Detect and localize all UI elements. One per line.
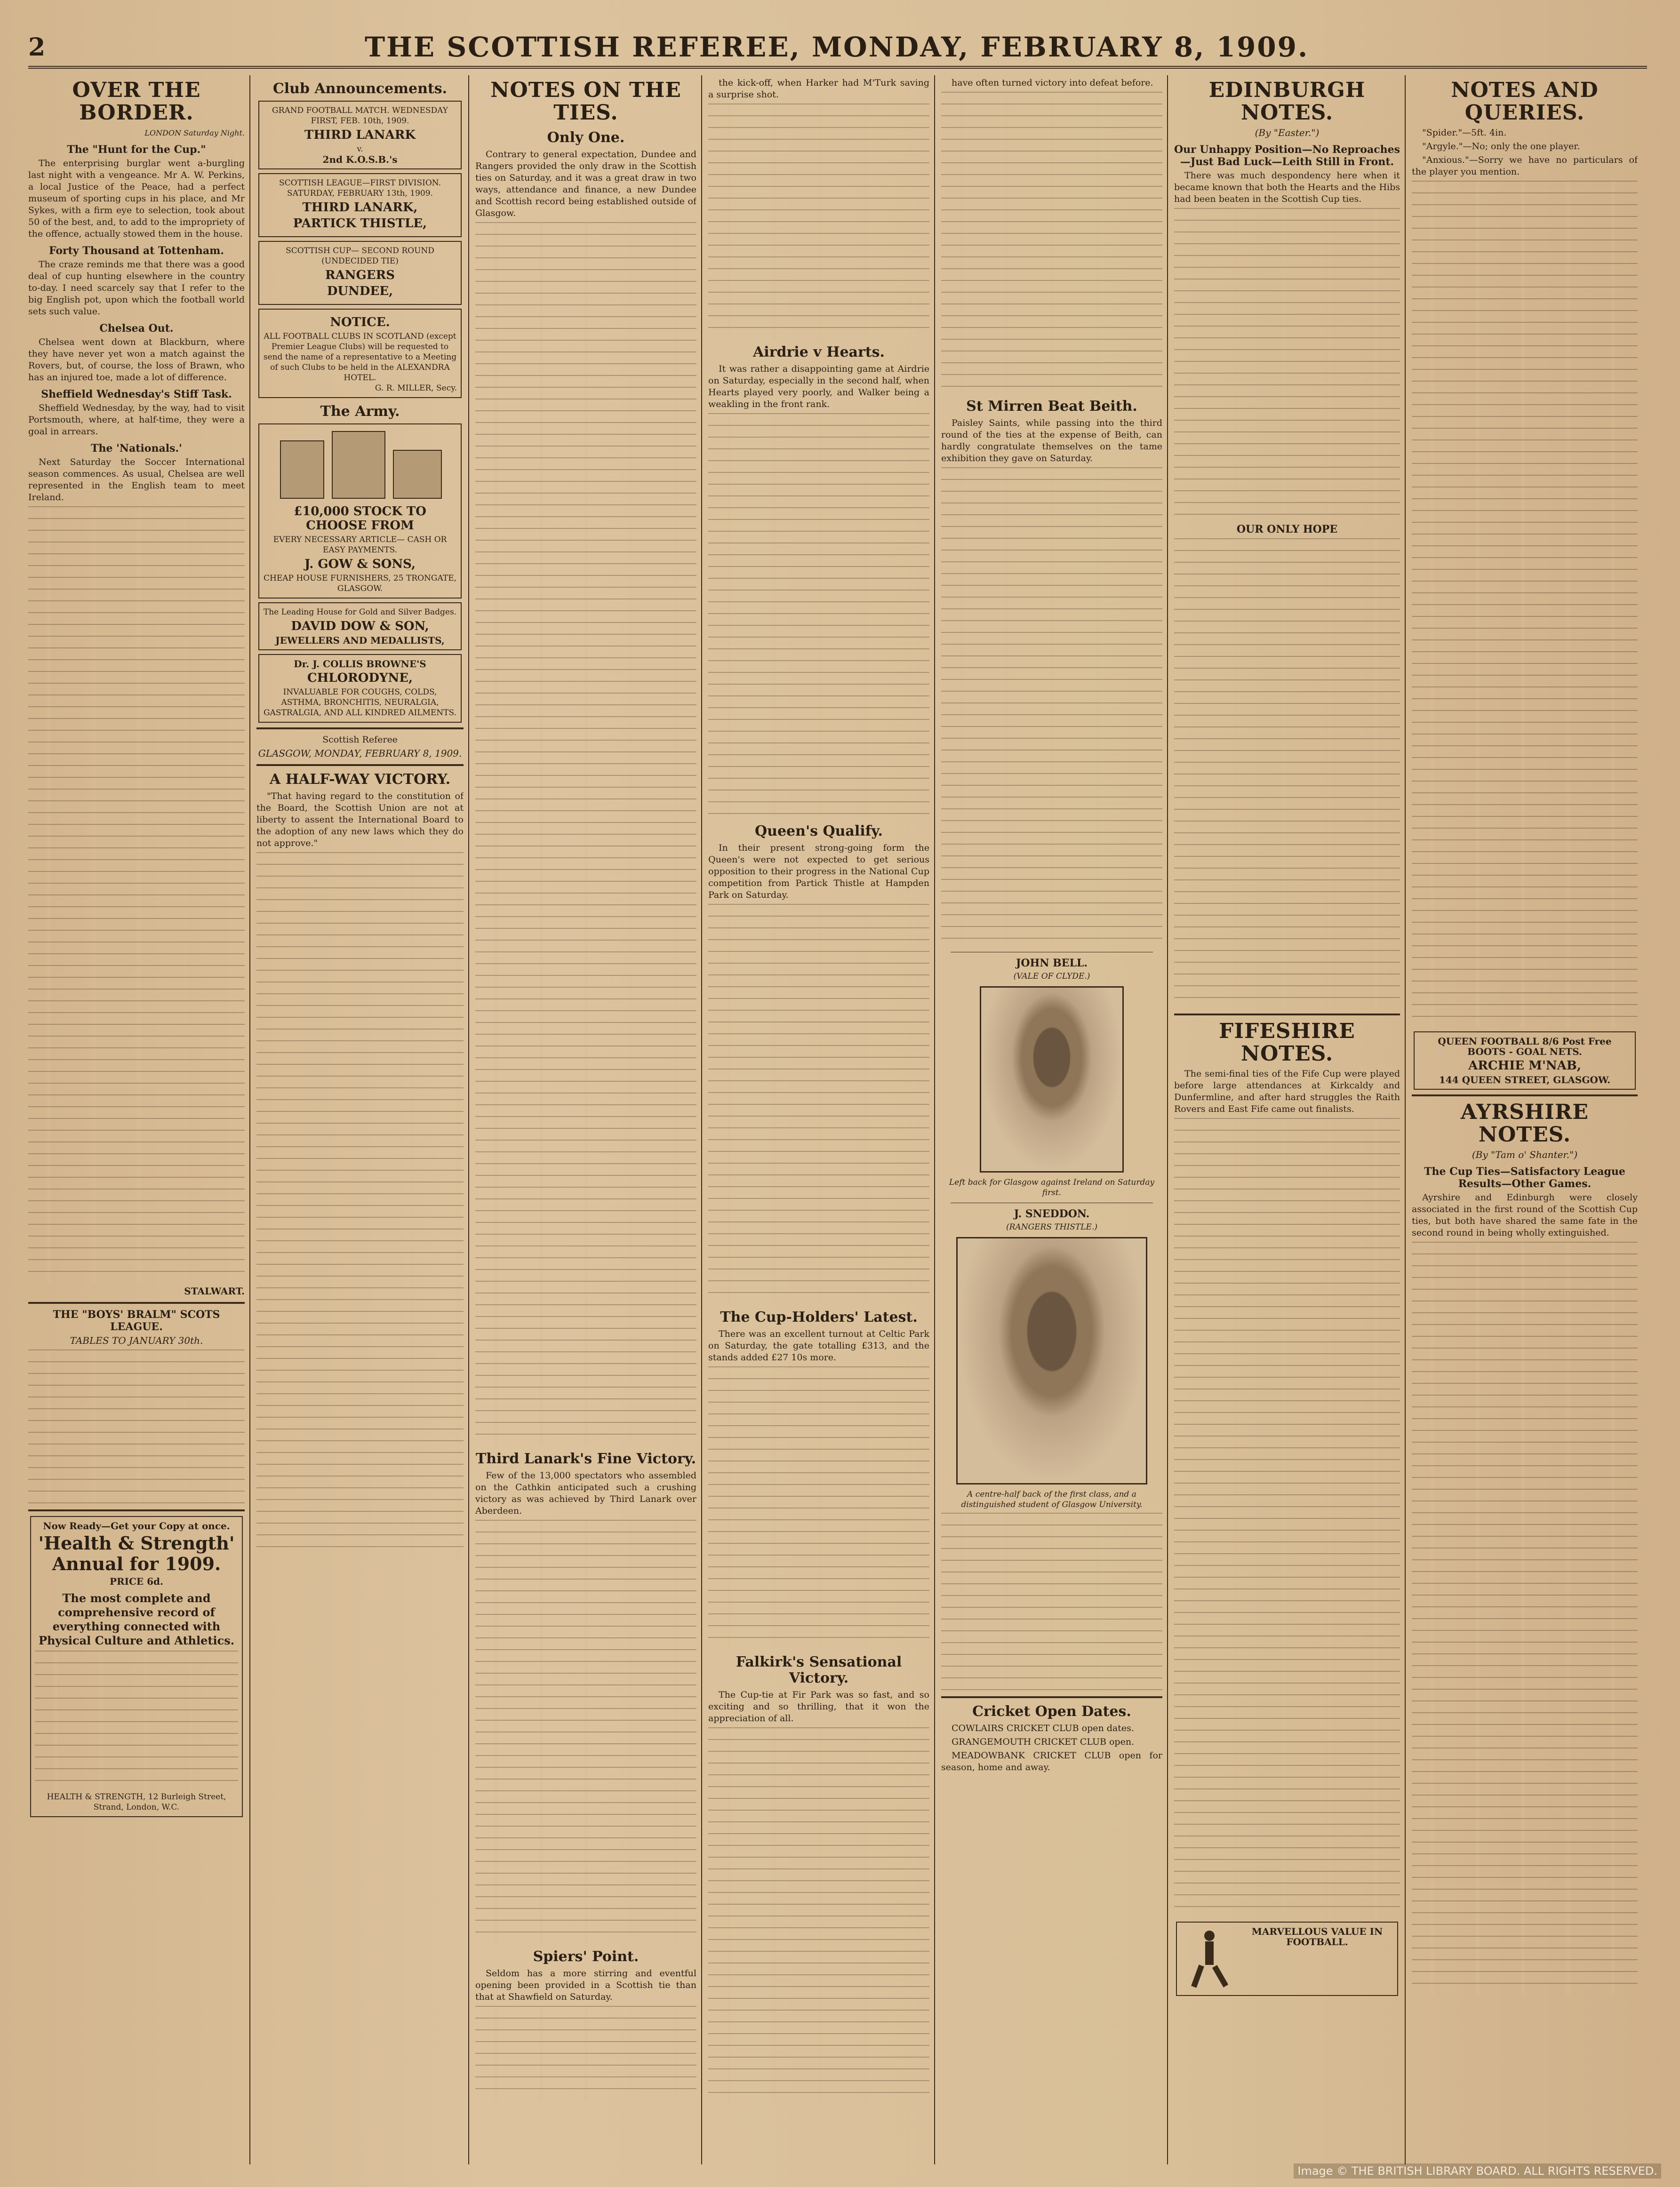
- column-ties-continued: [708, 75, 929, 2164]
- story-text: It was rather a disappointing game at Airdrie on Saturday, especially in the second half, when Hearts played very poorly, and Walker being a weakling in the front rank.: [708, 364, 929, 409]
- team-name: DUNDEE,: [327, 284, 393, 298]
- story-title: Spiers' Point.: [533, 1948, 639, 1965]
- masthead: [28, 28, 1647, 69]
- article-body-text: [256, 852, 464, 1558]
- notice-text: ALL FOOTBALL CLUBS IN SCOTLAND (except Premier League Clubs) will be requested to send the name of a representative to a Meeting of such Clubs to be held in the ALEXANDRA HOTEL.: [263, 332, 457, 383]
- section-heading: OVER THE BORDER.: [72, 78, 201, 125]
- story-text: Seldom has a more stirring and eventful opening been provided in a Scottish tie than that at Shawfield on Saturday.: [475, 1968, 696, 2002]
- team-name: 2nd K.O.S.B.'s: [322, 154, 398, 165]
- story-text: Next Saturday the Soccer International season commences. As usual, Chelsea are well represented in the English team to meet Ireland.: [28, 457, 245, 503]
- article-body-text: [941, 1513, 1162, 1692]
- ad-line: SCOTTISH CUP— SECOND ROUND (UNDECIDED TIE): [286, 246, 434, 266]
- story-text: Chelsea went down at Blackburn, where they have never yet won a match against the Rovers, but, of course, the loss of Brawn, who has an injured toe, made a lot of difference.: [28, 337, 245, 383]
- article-body-text: [941, 467, 1162, 947]
- query-answer: "Spider."—5ft. 4in.: [1422, 128, 1507, 138]
- article-body-text: [941, 92, 1162, 393]
- footballer-illustration: [1181, 1928, 1237, 1989]
- section-heading: Club Announcements.: [272, 80, 448, 97]
- ad-sub: JEWELLERS AND MEDALLISTS,: [275, 635, 445, 646]
- story-title: Forty Thousand at Tottenham.: [48, 245, 224, 257]
- team-name: RANGERS: [325, 268, 395, 282]
- leader-text: "That having regard to the constitution of the Board, the Scottish Union are not at liberty to assent the International Board to the adoption of any new laws which they do not approve.": [256, 791, 464, 848]
- chlorodyne-ad: [258, 654, 462, 723]
- ad-text: The most complete and comprehensive record of everything connected with Physical Culture and Athletics.: [38, 1591, 235, 1647]
- photo-caption: A centre-half back of the first class, and a distinguished student of Glasgow University.: [961, 1490, 1143, 1509]
- article-body-text: [1174, 1118, 1400, 1918]
- ad-line: QUEEN FOOTBALL 8/6 Post Free: [1438, 1036, 1612, 1047]
- match-ad-1: [258, 101, 462, 169]
- ad-line: BOOTS - GOAL NETS.: [1467, 1046, 1582, 1057]
- league-table-title: THE "BOYS' BRALM" SCOTS LEAGUE.: [53, 1309, 220, 1333]
- cricket-notice: GRANGEMOUTH CRICKET CLUB open.: [952, 1737, 1135, 1747]
- article-body-text: [475, 222, 696, 1445]
- story-title: The "Hunt for the Cup.": [67, 144, 206, 156]
- story-text: Sheffield Wednesday, by the way, had to visit Portsmouth, where, at half-time, they were a goal in arrears.: [28, 403, 245, 437]
- article-body-text: [1412, 181, 1638, 1028]
- notice-signature: G. R. MILLER, Secy.: [375, 383, 457, 393]
- column-st-mirren: [941, 75, 1162, 2164]
- league-table: [28, 1349, 245, 1505]
- story-text: Ayrshire and Edinburgh were closely associated in the first round of the Scottish Cup ties, but both have shared the same fate in the second round in being wholly extinguished.: [1412, 1192, 1638, 1238]
- story-title: The Cup-Holders' Latest.: [720, 1309, 918, 1325]
- column-notes-and-queries: [1412, 75, 1638, 2164]
- ad-sub: EVERY NECESSARY ARTICLE— CASH OR EASY PAYMENTS.: [273, 535, 447, 555]
- story-text: There was much despondency here when it became known that both the Hearts and the Hibs had been beaten in the Scottish Cup ties.: [1174, 170, 1400, 204]
- article-body-text: [28, 506, 245, 1283]
- story-title: St Mirren Beat Beith.: [966, 398, 1137, 415]
- story-title: Only One.: [547, 129, 625, 146]
- section-heading: The Army.: [320, 403, 400, 420]
- signature: STALWART.: [184, 1285, 245, 1297]
- ad-title: 'Health & Strength' Annual for 1909.: [38, 1532, 235, 1574]
- ad-title: Dr. J. COLLIS BROWNE'S: [294, 658, 426, 670]
- photo-club: (RANGERS THISTLE.): [1006, 1222, 1098, 1232]
- section-heading: NOTES AND QUERIES.: [1451, 78, 1599, 125]
- subhead: OUR ONLY HOPE: [1236, 523, 1338, 535]
- section-heading: NOTES ON THE TIES.: [490, 78, 681, 125]
- marvellous-ad: [1176, 1922, 1398, 1996]
- ad-line: GRAND FOOTBALL MATCH. WEDNESDAY FIRST, FEB. 10th, 1909.: [272, 106, 448, 126]
- masthead-script: Scottish Referee: [322, 734, 398, 745]
- story-text: have often turned victory into defeat before.: [952, 78, 1153, 88]
- ad-firm: J. GOW & SONS,: [304, 557, 416, 571]
- ad-title: £10,000 STOCK TO CHOOSE FROM: [294, 504, 426, 533]
- ad-line: SCOTTISH LEAGUE—FIRST DIVISION. SATURDAY, FEBRUARY 13th, 1909.: [279, 178, 441, 198]
- article-body-text: [708, 413, 929, 818]
- section-heading: AYRSHIRE NOTES.: [1461, 1100, 1589, 1147]
- cricket-notice: MEADOWBANK CRICKET CLUB open for season, home and away.: [941, 1750, 1162, 1772]
- ad-address: CHEAP HOUSE FURNISHERS, 25 TRONGATE, GLASGOW.: [263, 574, 457, 593]
- story-title: Airdrie v Hearts.: [753, 344, 885, 360]
- match-ad-2: [258, 173, 462, 237]
- story-title: Chelsea Out.: [99, 322, 174, 335]
- query-answer: "Anxious."—Sorry we have no particulars of the player you mention.: [1412, 155, 1638, 177]
- story-text: The Cup-tie at Fir Park was so fast, and so exciting and so thrilling, that it won the appreciation of all.: [708, 1690, 929, 1724]
- column-edinburgh-notes: [1174, 75, 1400, 2164]
- story-title: The 'Nationals.': [91, 442, 182, 455]
- section-heading: EDINBURGH NOTES.: [1208, 78, 1366, 125]
- ad-address: 144 QUEEN STREET, GLASGOW.: [1439, 1074, 1611, 1086]
- gow-furniture-ad: [258, 423, 462, 599]
- article-body-text: [1174, 538, 1400, 1009]
- ad-contents-list: [35, 1651, 238, 1792]
- article-body-text: [1174, 208, 1400, 519]
- section-heading: Cricket Open Dates.: [972, 1703, 1131, 1720]
- masthead-date: GLASGOW, MONDAY, FEBRUARY 8, 1909.: [258, 748, 462, 759]
- story-text: Few of the 13,000 spectators who assembled on the Cathkin anticipated such a crushing victory as was achieved by Third Lanark over Aberdeen.: [475, 1470, 696, 1516]
- column-notes-on-ties: [475, 75, 696, 2164]
- ad-now-ready: Now Ready—Get your Copy at once.: [43, 1520, 230, 1532]
- ad-title: DAVID DOW & SON,: [291, 619, 429, 633]
- query-answer: "Argyle."—No; only the one player.: [1422, 141, 1580, 152]
- story-text: Paisley Saints, while passing into the third round of the ties at the expense of Beith, can hardly congratulate themselves on the tame exhibition they gave on Saturday.: [941, 418, 1162, 463]
- story-title: Queen's Qualify.: [755, 823, 883, 839]
- ad-tag: The Leading House for Gold and Silver Badges.: [263, 607, 457, 617]
- ad-title: MARVELLOUS VALUE IN FOOTBALL.: [1251, 1926, 1383, 1948]
- deck: The Cup Ties—Satisfactory League Results—Other Games.: [1424, 1165, 1625, 1190]
- ad-name: ARCHIE M'NAB,: [1468, 1059, 1581, 1073]
- story-title: Sheffield Wednesday's Stiff Task.: [41, 388, 232, 400]
- versus: v.: [357, 144, 363, 154]
- health-strength-ad: [30, 1516, 243, 1817]
- ad-text: INVALUABLE FOR COUGHS, COLDS, ASTHMA, BRONCHITIS, NEURALGIA, GASTRALGIA, AND ALL KINDRED AILMENTS.: [264, 687, 456, 718]
- team-name: THIRD LANARK: [304, 128, 416, 142]
- story-text: There was an excellent turnout at Celtic Park on Saturday, the gate totalling £313, and the stands added £27 10s more.: [708, 1329, 929, 1363]
- mnab-ad: [1414, 1031, 1636, 1090]
- team-name: THIRD LANARK,: [302, 200, 418, 215]
- team-name: PARTICK THISTLE,: [293, 216, 427, 231]
- dateline: LONDON Saturday Night.: [144, 128, 245, 137]
- league-table-subtitle: TABLES TO JANUARY 30th.: [70, 1335, 203, 1346]
- ad-name: CHLORODYNE,: [307, 671, 413, 685]
- story-text: the kick-off, when Harker had M'Turk saving a surprise shot.: [708, 78, 929, 100]
- photo-club: (VALE OF CLYDE.): [1013, 972, 1090, 981]
- photo-caption: Left back for Glasgow against Ireland on Saturday first.: [949, 1178, 1155, 1197]
- article-body-text: [475, 2006, 696, 2100]
- dow-jewellers-ad: [258, 602, 462, 650]
- portrait-photo: [956, 1237, 1147, 1485]
- ad-address: HEALTH & STRENGTH, 12 Burleigh Street, Strand, London, W.C.: [47, 1792, 226, 1812]
- match-ad-3: [258, 241, 462, 305]
- photo-name: J. SNEDDON.: [1014, 1208, 1090, 1220]
- notice-title: NOTICE.: [330, 315, 390, 329]
- story-text: Contrary to general expectation, Dundee and Rangers provided the only draw in the Scottish ties on Saturday, and it was a great draw in two ways, attendance and finance, a new Dundee and Scottish record being established outside of Glasgow.: [475, 149, 696, 218]
- story-title: Third Lanark's Fine Victory.: [475, 1451, 696, 1467]
- leader-title: A HALF-WAY VICTORY.: [269, 771, 451, 788]
- story-text: The enterprising burglar went a-burgling last night with a vengeance. Mr A. W. Perkins, a local Justice of the Peace, had a perfect museum of sporting cups in his place, and Mr Sykes, with a firm eye to selection, took about 50 of the best, and, to add to the impropriety of the offence, actually stowed them in the house.: [28, 158, 245, 239]
- story-text: The semi-final ties of the Fife Cup were played before large attendances at Kirkcaldy and Dunfermline, and after hard struggles the Raith Rovers and East Fife came out finalists.: [1174, 1069, 1400, 1114]
- notice-ad: [258, 309, 462, 398]
- page-number: 2: [28, 32, 46, 62]
- article-body-text: [708, 1366, 929, 1649]
- column-club-announcements: [256, 75, 464, 2164]
- copyright-footer: Image © THE BRITISH LIBRARY BOARD. ALL RIGHTS RESERVED.: [1294, 2163, 1661, 2179]
- byline: (By "Tam o' Shanter."): [1472, 1149, 1578, 1160]
- newspaper-title: THE SCOTTISH REFEREE, MONDAY, FEBRUARY 8, 1909.: [364, 31, 1309, 63]
- deck: Our Unhappy Position—No Reproaches —Just Bad Luck—Leith Still in Front.: [1174, 144, 1400, 168]
- ad-price: PRICE 6d.: [109, 1576, 163, 1587]
- photo-name: JOHN BELL.: [1016, 957, 1088, 969]
- story-text: The craze reminds me that there was a good deal of cup hunting elsewhere in the country to-day. I need scarcely say that I refer to the big English pot, upon which the football world sets such value.: [28, 259, 245, 317]
- cricket-notice: COWLAIRS CRICKET CLUB open dates.: [952, 1723, 1134, 1733]
- article-body-text: [708, 1727, 929, 2104]
- story-title: Falkirk's Sensational Victory.: [736, 1654, 902, 1686]
- article-body-text: [708, 904, 929, 1304]
- article-body-text: [708, 104, 929, 339]
- furniture-illustration: [275, 431, 445, 502]
- section-heading: FIFESHIRE NOTES.: [1219, 1019, 1355, 1066]
- article-body-text: [475, 1520, 696, 1943]
- article-body-text: [1412, 1242, 1638, 1995]
- byline: (By "Easter."): [1255, 127, 1320, 138]
- column-over-the-border: [28, 75, 245, 2164]
- story-text: In their present strong-going form the Queen's were not expected to get serious opposition to their progress in the National Cup competition from Partick Thistle at Hampden Park on Saturday.: [708, 843, 929, 900]
- portrait-photo: [980, 986, 1124, 1173]
